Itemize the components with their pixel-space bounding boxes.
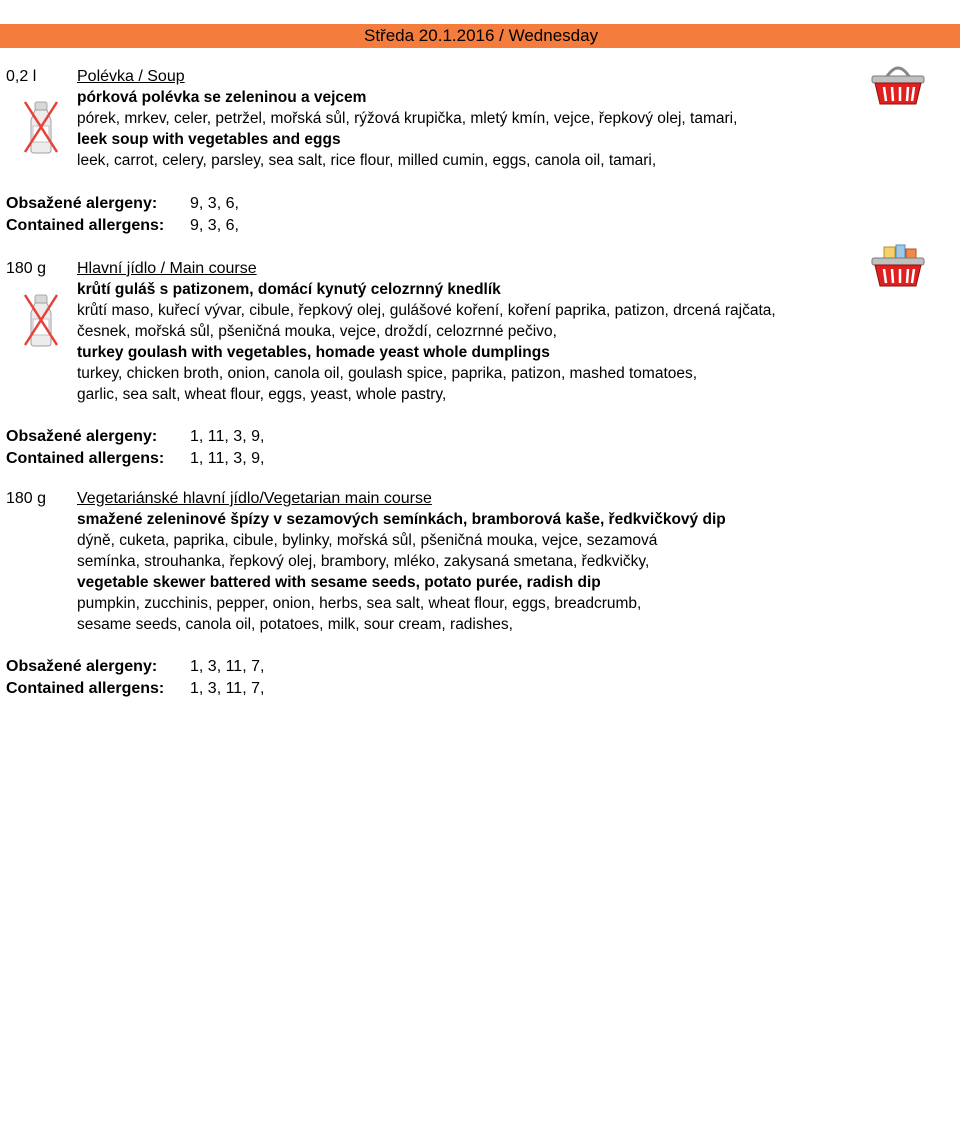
veg-allergens-en: 1, 3, 11, 7, — [190, 680, 265, 697]
veg-name-cz: smažené zeleninové špízy v sezamových semínkách, bramborová kaše, ředkvičkový dip — [77, 511, 726, 528]
soup-ingredients-cz: pórek, mrkev, celer, petržel, mořská sůl, rýžová krupička, mletý kmín, vejce, řepkový olej, tamari, — [77, 110, 738, 127]
soup-allergens-en: 9, 3, 6, — [190, 217, 239, 234]
soup-allergens-cz: 9, 3, 6, — [190, 195, 239, 212]
soup-category-title: Polévka / Soup — [77, 68, 185, 85]
veg-name-en: vegetable skewer battered with sesame seeds, potato purée, radish dip — [77, 574, 601, 591]
main-allergens-label-cz: Obsažené alergeny: — [6, 428, 158, 445]
soup-name-en: leek soup with vegetables and eggs — [77, 131, 341, 148]
veg-allergens-cz: 1, 3, 11, 7, — [190, 658, 265, 675]
veg-ingredients-cz-2: semínka, strouhanka, řepkový olej, brambory, mléko, zakysaná smetana, ředkvičky, — [77, 553, 650, 570]
soup-quantity: 0,2 l — [6, 68, 37, 85]
shopping-basket-icon[interactable] — [870, 60, 926, 106]
soup-allergens-label-en: Contained allergens: — [6, 217, 165, 234]
date-header: Středa 20.1.2016 / Wednesday — [364, 26, 599, 45]
main-ingredients-en-2: garlic, sea salt, wheat flour, eggs, yeast, whole pastry, — [77, 386, 447, 403]
no-milk-icon — [24, 100, 58, 154]
main-ingredients-cz-1: krůtí maso, kuřecí vývar, cibule, řepkový olej, gulášové koření, koření paprika, patizon, drcená rajčata, — [77, 302, 776, 319]
main-allergens-label-en: Contained allergens: — [6, 450, 165, 467]
veg-quantity: 180 g — [6, 490, 47, 507]
no-milk-icon — [24, 293, 58, 347]
veg-allergens-label-cz: Obsažené alergeny: — [6, 658, 158, 675]
main-category-title: Hlavní jídlo / Main course — [77, 260, 257, 277]
main-name-cz: krůtí guláš s patizonem, domácí kynutý celozrnný knedlík — [77, 281, 501, 298]
main-allergens-en: 1, 11, 3, 9, — [190, 450, 265, 467]
soup-name-cz: pórková polévka se zeleninou a vejcem — [77, 89, 367, 106]
main-ingredients-cz-2: česnek, mořská sůl, pšeničná mouka, vejce, droždí, celozrnné pečivo, — [77, 323, 557, 340]
shopping-basket-full-icon[interactable] — [870, 242, 926, 288]
main-ingredients-en-1: turkey, chicken broth, onion, canola oil, goulash spice, paprika, patizon, mashed tomatoes, — [77, 365, 698, 382]
veg-ingredients-cz-1: dýně, cuketa, paprika, cibule, bylinky, mořská sůl, pšeničná mouka, vejce, sezamová — [77, 532, 658, 549]
soup-allergens-label-cz: Obsažené alergeny: — [6, 195, 158, 212]
soup-ingredients-en: leek, carrot, celery, parsley, sea salt, rice flour, milled cumin, eggs, canola oil, tamari, — [77, 152, 657, 169]
date-header-bar — [0, 24, 960, 48]
veg-category-title: Vegetariánské hlavní jídlo/Vegetarian main course — [77, 490, 432, 507]
main-name-en: turkey goulash with vegetables, homade yeast whole dumplings — [77, 344, 550, 361]
main-allergens-cz: 1, 11, 3, 9, — [190, 428, 265, 445]
veg-allergens-label-en: Contained allergens: — [6, 680, 165, 697]
veg-ingredients-en-1: pumpkin, zucchinis, pepper, onion, herbs, sea salt, wheat flour, eggs, breadcrumb, — [77, 595, 642, 612]
main-quantity: 180 g — [6, 260, 47, 277]
veg-ingredients-en-2: sesame seeds, canola oil, potatoes, milk, sour cream, radishes, — [77, 616, 513, 633]
